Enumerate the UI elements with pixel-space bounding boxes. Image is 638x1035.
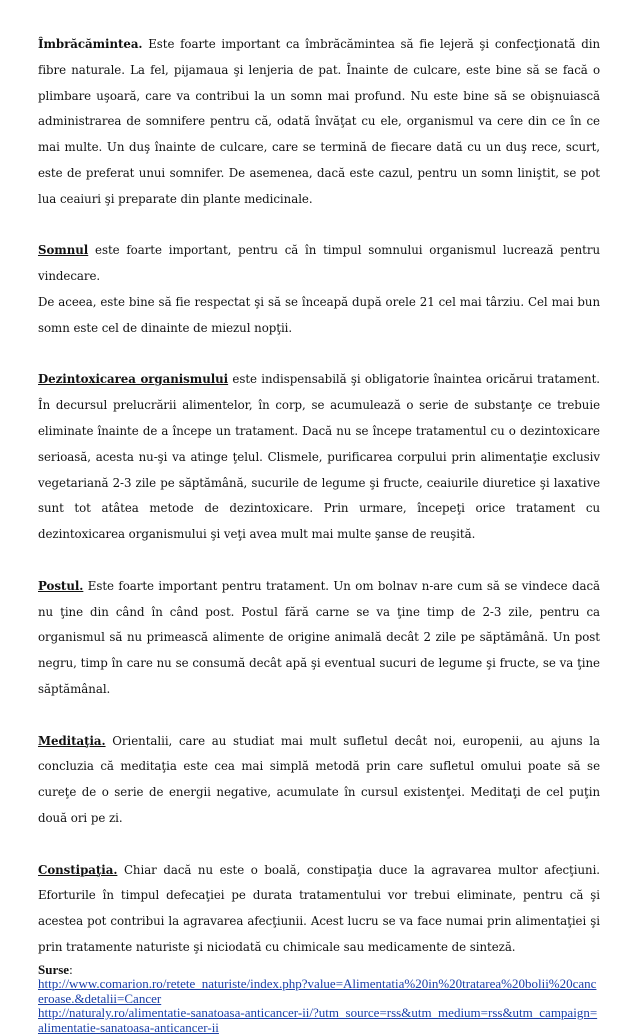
sources-label: Surse [38,961,70,977]
paragraph-text: este indispensabilă şi obligatorie înaintea oricărui tratament. În decursul prelucrării alimentelor, în corp, se acumulează o serie de substanţe ce trebuie eliminate înainte de a începe un tratament. Dacă nu se începe tratamentul cu o dezintoxicare serioasă, acesta nu-şi va atinge ţelul. Clismele, purificarea corpului prin alimentaţie exclusiv vegetariană 2-3 zile pe săptămână, sucurile de legume şi fructe, ceaiurile diuretice şi laxative sunt tot atâtea metode de dezintoxicare. Prin urmare, începeţi orice tratament cu dezintoxicarea organismului şi veţi avea mult mai multe şanse de reuşită. [38,372,600,542]
paragraph-text: Este foarte important pentru tratament. Un om bolnav n-are cum să se vindece dacă nu ţine din când în când post. Postul fără carne se va ţine timp de 2-3 zile, pentru ca organismul să nu primească alimente de origine animală decât 2 zile pe săptămână. Un post negru, timp în care nu se consumă decât apă şi eventual sucuri de legume şi fructe, se va ţine săptămânal. [38,578,600,696]
paragraph-text-continued: De aceea, este bine să fie respectat şi să se înceapă după orele 21 cel mai târziu. Cel mai bun somn este cel de dinainte de miezul nopţii. [38,294,600,335]
paragraph-heading: Îmbrăcămintea. [38,37,143,51]
paragraph-heading: Constipaţia. [38,862,118,877]
paragraph-heading: Dezintoxicarea organismului [38,372,229,387]
paragraph-text: Chiar dacă nu este o boală, constipaţia duce la agravarea multor afecţiuni. Eforturile în timpul defecaţiei pe durata tratamentului vor trebui eliminate, pentru că şi acestea pot contribui la agravarea afecţiunii. Acest lucru se va face numai prin alimentaţiei şi prin tratamente naturiste şi niciodată cu chimicale sau medicamente de sinteză. [38,862,600,954]
paragraph-meditatia [38,729,600,832]
sources-section [38,963,600,1035]
paragraph-constipatia [38,858,600,961]
paragraph-text: este foarte important, pentru că în timpul somnului organismul lucrează pentru vindecare. [38,243,600,284]
paragraph-somnul [38,238,600,341]
paragraph-dezintoxicarea [38,367,600,548]
paragraph-text: Orientalii, care au studiat mai mult sufletul decât noi, europenii, au ajuns la concluzia că meditaţia este cea mai simplă metodă prin care sufletul omului poate să se cureţe de o serie de energii negative, acumulate în cursul existenţei. Meditaţi de cel puţin două ori pe zi. [38,733,600,825]
paragraph-heading: Somnul [38,243,89,258]
sources-colon: : [69,961,73,977]
paragraph-imbracamintea [38,32,600,213]
paragraph-heading: Postul. [38,578,84,593]
paragraph-postul [38,574,600,703]
source-link-naturaly[interactable]: http://naturaly.ro/alimentatie-sanatoasa-anticancer-ii/?utm_source=rss&utm_medium=rss&utm_campaign=alimentatie-sanatoasa-anticancer-ii [38,1005,598,1035]
paragraph-heading: Meditaţia. [38,733,106,748]
source-link-comarion[interactable]: http://www.comarion.ro/retete_naturiste/index.php?value=Alimentatia%20in%20tratarea%20bolii%20canceroase.&detalii=Cancer [38,976,597,1006]
paragraph-text: Este foarte important ca îmbrăcămintea să fie lejeră şi confecţionată din fibre naturale. La fel, pijamaua şi lenjeria de pat. Înainte de culcare, este bine să se facă o plimbare uşoară, care va contribui la un somn mai profund. Nu este bine să se obişnuiască administrarea de somnifere pentru că, odată învăţat cu ele, organismul va cere din ce în ce mai multe. Un duş înainte de culcare, care se termină de fiecare dată cu un duş rece, scurt, este de preferat unui somnifer. De asemenea, dacă este cazul, pentru un somn liniştit, se pot lua ceaiuri şi preparate din plante medicinale. [38,37,600,206]
sources-heading [38,963,600,978]
